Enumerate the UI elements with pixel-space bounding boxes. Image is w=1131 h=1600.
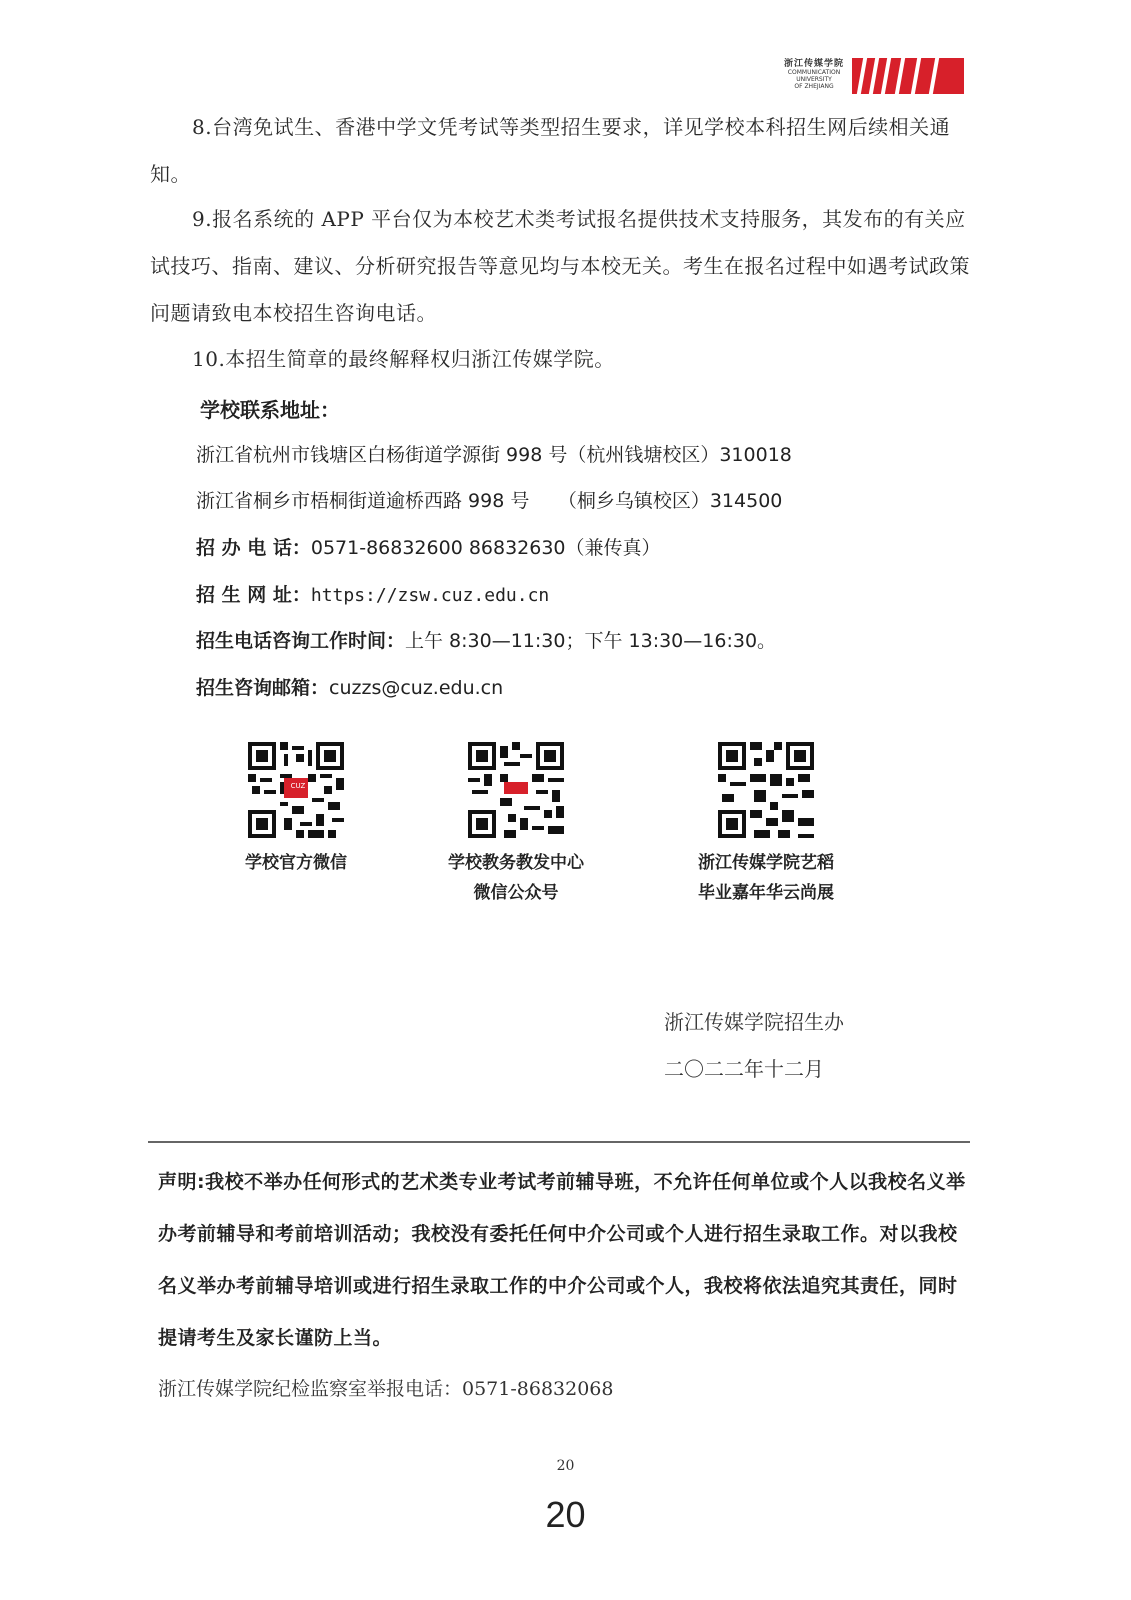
item-10-text: 10.本招生简章的最终解释权归浙江传媒学院。: [192, 347, 615, 371]
qr-block-graduation-exhibition: [656, 742, 876, 908]
logo-en-3: OF ZHEJIANG: [794, 83, 834, 90]
logo-text: [778, 52, 850, 90]
report-phone: 浙江传媒学院纪检监察室举报电话：0571-86832068: [158, 1378, 614, 1400]
notice-statement: [158, 1156, 972, 1364]
qr-center-label: CUZ: [290, 782, 306, 790]
university-logo: [778, 52, 978, 96]
website-row: [196, 580, 549, 607]
email-link[interactable]: cuzzs@cuz.edu.cn: [329, 677, 504, 699]
divider: [148, 1141, 970, 1143]
hours-value: 上午 8:30—11:30；下午 13:30—16:30。: [405, 630, 777, 652]
address-tongxiang: 浙江省桐乡市梧桐街道逾桥西路 998 号 （桐乡乌镇校区）314500: [196, 490, 783, 512]
hours-label: 招生电话咨询工作时间：: [196, 630, 406, 652]
qr-block-official-wechat: [186, 742, 406, 878]
qr-code-icon: [468, 742, 564, 838]
notice-text: 声明:我校不举办任何形式的艺术类专业考试考前辅导班，不允许任何单位或个人以我校名义举办考前辅导和考前培训活动；我校没有委托任何中介公司或个人进行招生录取工作。对以我校名义举办考前辅导培训或进行招生录取工作的中介公司或个人，我校将依法追究其责任，同时提请考生及家长谨防上当。: [158, 1171, 966, 1349]
address-hangzhou: 浙江省杭州市钱塘区白杨街道学源街 998 号（杭州钱塘校区）310018: [196, 444, 792, 466]
item-10: [150, 336, 980, 383]
qr-caption-line-1: 浙江传媒学院艺稻: [698, 853, 834, 873]
item-9-text: 9.报名系统的 APP 平台仅为本校艺术类考试报名提供技术支持服务，其发布的有关应试技巧、指南、建议、分析研究报告等意见均与本校无关。考生在报名过程中如遇考试政策问题请致电本校招生咨询电话。: [150, 207, 970, 325]
phone-row: [196, 533, 661, 560]
qr-caption-line-2: 微信公众号: [473, 883, 559, 903]
item-9: [150, 196, 980, 337]
phone-value: 0571-86832600 86832630（兼传真）: [310, 537, 661, 559]
item-8-text: 8.台湾免试生、香港中学文凭考试等类型招生要求，详见学校本科招生网后续相关通知。: [150, 115, 951, 186]
page-number-small: 20: [556, 1458, 575, 1474]
qr-caption-1: [406, 848, 626, 908]
item-8: [150, 104, 980, 198]
logo-cn: 浙江传媒学院: [783, 59, 844, 69]
signature-date: 二〇二二年十二月: [664, 1057, 824, 1081]
signature-org: 浙江传媒学院招生办: [664, 1010, 844, 1034]
phone-label: 招 办 电 话：: [196, 537, 311, 559]
contact-heading: 学校联系地址：: [200, 398, 340, 422]
qr-caption-1: 学校官方微信: [245, 853, 347, 873]
qr-caption-line-1: 学校教务教发中心: [448, 853, 584, 873]
website-label: 招 生 网 址：: [196, 584, 311, 606]
qr-block-academic-center: [406, 742, 626, 908]
qr-caption-line-2: 毕业嘉年华云尚展: [698, 883, 834, 903]
qr-code-icon: [248, 742, 344, 838]
email-row: [196, 673, 503, 700]
logo-mark-icon: [852, 58, 964, 94]
page-number-large: 20: [545, 1494, 586, 1535]
logo-en-2: UNIVERSITY: [796, 76, 832, 83]
qr-code-icon: [718, 742, 814, 838]
logo-en-1: COMMUNICATION: [787, 69, 841, 76]
hours-row: [196, 626, 776, 653]
qr-caption-1: [656, 848, 876, 908]
email-label: 招生咨询邮箱：: [196, 677, 330, 699]
website-link[interactable]: https://zsw.cuz.edu.cn: [310, 585, 550, 606]
